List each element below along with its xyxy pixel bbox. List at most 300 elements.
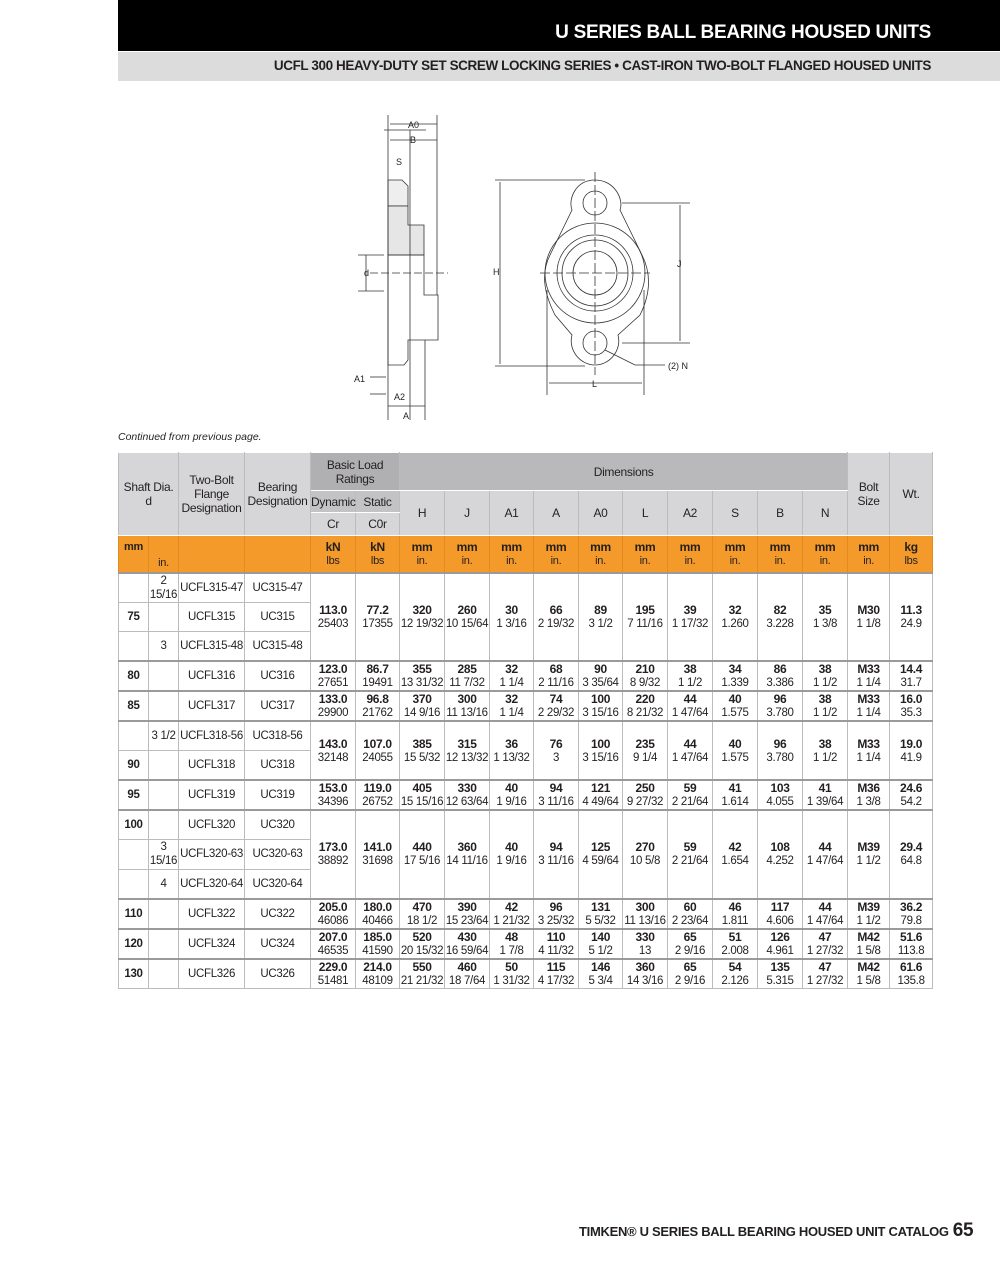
unit-dim [490,536,534,573]
weight [890,959,933,989]
weight-primary: 51.6 [900,929,923,944]
dim-h-primary: 370 [412,692,432,706]
shaft-in [149,780,179,810]
bearing-designation: UC326 [245,959,311,989]
unit-dim [534,536,579,573]
table-row [119,573,933,603]
dim-a2 [668,810,713,899]
dim-s-primary: 40 [728,736,742,751]
dim-s [713,959,758,989]
dim-n-primary: 38 [818,692,832,706]
dim-a1-secondary: 1 31/32 [493,974,530,987]
dim-h [400,810,445,899]
label-a: A [403,411,410,421]
static-rating [356,959,400,989]
bolt-size [848,721,890,780]
dim-b-secondary: 3.386 [766,677,794,689]
flange-designation: UCFL315 [179,602,245,632]
dim-s [713,780,758,810]
label-a2: A2 [394,392,406,402]
unit-blank [245,536,311,573]
side-view-drawing [354,115,448,421]
dim-a [534,721,579,780]
bolt-size [848,780,890,810]
dim-l-primary: 195 [635,602,655,617]
table-row [119,691,933,721]
shaft-mm [119,840,149,870]
header-static: Static [356,491,400,513]
dim-h-primary: 405 [412,781,432,795]
shaft-in: 3 [149,632,179,662]
dim-n-secondary: 1 39/64 [806,796,844,808]
dim-a-secondary: 3 11/16 [538,796,574,808]
dim-j-secondary: 11 13/16 [446,707,488,719]
dim-a [534,661,579,691]
dim-a-secondary: 4 17/32 [537,974,575,987]
page-header-bar [118,0,1000,51]
dynamic-rating [311,929,356,959]
bolt-size [848,691,890,721]
static-rating [356,899,400,929]
dim-l-secondary: 10 5/8 [629,855,661,868]
dim-a2-secondary: 1 17/32 [671,617,709,630]
dim-a0-primary: 90 [594,662,607,676]
dim-a2 [668,661,713,691]
unit-in: in. [595,554,606,567]
label-a0: A0 [408,120,420,130]
dim-a1-primary: 32 [505,662,518,676]
shaft-mm: 130 [119,959,149,989]
dim-j [445,691,490,721]
dynamic-rating-secondary: 38892 [317,855,349,868]
dim-a [534,810,579,899]
bolt-size-primary: M36 [857,781,880,795]
subtitle-bar [118,52,1000,81]
dim-a0-primary: 89 [594,602,607,617]
table-row [119,780,933,810]
page-title: U SERIES BALL BEARING HOUSED UNITS [555,22,931,43]
label-h: H [493,267,500,277]
dim-a0-secondary: 3 35/64 [582,677,619,689]
bolt-size-primary: M39 [857,840,880,855]
dim-a-secondary: 3 25/32 [537,914,575,927]
unit-dim [400,536,445,573]
static-rating [356,661,400,691]
dim-a1 [490,721,534,780]
dim-l [623,661,668,691]
shaft-in [149,899,179,929]
dim-b-secondary: 3.228 [766,617,794,630]
dim-a1-primary: 30 [505,602,518,617]
header-dim-a: A [534,491,579,536]
unit-dim [713,536,758,573]
dynamic-rating-primary: 113.0 [319,602,347,617]
dim-n-secondary: 1 47/64 [806,855,844,868]
dim-a2 [668,691,713,721]
weight [890,661,933,691]
unit-dim [579,536,623,573]
footer-text: TIMKEN® U SERIES BALL BEARING HOUSED UNIT CATALOG [579,1224,949,1239]
dim-a0-secondary: 5 5/32 [585,914,616,927]
dim-a1-primary: 48 [505,929,518,944]
dynamic-rating-primary: 207.0 [318,929,348,944]
dim-l-primary: 220 [635,692,655,706]
dimensions-table [118,452,933,989]
dim-a2-secondary: 1 47/64 [671,751,709,764]
dim-n-secondary: 1 1/2 [813,677,838,689]
dim-a0-secondary: 3 15/16 [582,751,619,764]
dim-a1-secondary: 1 3/16 [496,617,527,630]
dim-b [758,810,803,899]
dim-a-primary: 66 [549,602,563,617]
weight-secondary: 64.8 [900,855,922,868]
dynamic-rating [311,810,356,899]
dim-s-primary: 40 [728,692,742,706]
shaft-in [149,959,179,989]
unit-in: in. [639,554,651,567]
weight-primary: 14.4 [900,662,923,676]
dim-l-primary: 270 [635,840,655,855]
unit-kn: kN [370,539,385,554]
dynamic-rating [311,780,356,810]
dim-a2-secondary: 2 9/16 [674,944,706,957]
dim-a-primary: 74 [549,692,563,706]
bolt-size [848,661,890,691]
dim-h [400,929,445,959]
unit-in: in. [863,554,874,567]
table-row [119,959,933,989]
dim-a [534,780,579,810]
dim-l [623,929,668,959]
static-rating-primary: 107.0 [363,736,392,751]
table-row [119,810,933,840]
dynamic-rating-primary: 123.0 [318,662,348,676]
bearing-designation: UC315-48 [245,632,311,662]
dim-h [400,691,445,721]
bolt-size [848,810,890,899]
static-rating-primary: 185.0 [363,929,392,944]
static-rating-primary: 77.2 [366,602,389,617]
dynamic-rating-primary: 153.0 [318,781,348,795]
unit-in: in. [506,554,517,567]
dim-a2 [668,929,713,959]
dim-a2-primary: 65 [683,959,697,974]
dim-a0-primary: 125 [590,840,611,855]
unit-mm: mm [679,539,701,554]
bolt-size-secondary: 1 3/8 [856,796,881,808]
dim-a2-secondary: 2 9/16 [674,974,706,987]
header-bearing: Bearing Designation [245,453,311,536]
unit-load [311,536,356,573]
bearing-designation: UC318 [245,751,311,781]
weight-secondary: 24.9 [900,617,922,630]
dim-a [534,959,579,989]
weight-secondary: 113.8 [897,944,925,957]
flange-designation: UCFL315-48 [179,632,245,662]
dim-n-secondary: 1 27/32 [806,974,844,987]
unit-mm: mm [119,536,149,573]
dim-j-primary: 360 [457,840,477,855]
bearing-designation: UC315-47 [245,573,311,603]
dynamic-rating-secondary: 34396 [317,796,349,808]
dim-j-primary: 285 [457,662,477,676]
static-rating-secondary: 48109 [362,974,393,987]
bearing-designation: UC318-56 [245,721,311,751]
dim-h-secondary: 12 19/32 [400,617,444,630]
header-dimensions: Dimensions [400,453,848,491]
unit-wt [890,536,933,573]
dim-l-primary: 360 [635,959,655,974]
dim-j-secondary: 11 7/32 [449,677,485,689]
weight [890,899,933,929]
weight-secondary: 54.2 [900,796,922,808]
dim-j-primary: 260 [457,602,477,617]
flange-designation: UCFL317 [179,691,245,721]
dim-a0-primary: 140 [590,929,611,944]
dim-j [445,721,490,780]
unit-mm: mm [545,539,567,554]
static-rating-primary: 96.8 [366,692,389,706]
dynamic-rating-primary: 133.0 [318,692,348,706]
dim-n [803,780,848,810]
unit-mm: mm [858,539,879,554]
dim-a1-secondary: 1 13/32 [493,751,530,764]
dim-l [623,899,668,929]
bolt-size-primary: M42 [857,929,880,944]
shaft-in: 3 15/16 [149,841,178,868]
dim-h-secondary: 18 1/2 [406,914,438,927]
unit-in: in. [774,554,786,567]
flange-designation: UCFL320 [179,810,245,840]
dim-a0-secondary: 4 49/64 [582,796,619,808]
dim-a-secondary: 3 11/16 [538,855,574,868]
dim-b [758,929,803,959]
dim-a1 [490,810,534,899]
static-rating [356,691,400,721]
static-rating-primary: 141.0 [363,840,392,855]
shaft-mm: 90 [119,751,149,781]
dim-h [400,573,445,662]
header-dim-a1: A1 [490,491,534,536]
shaft-mm: 120 [119,929,149,959]
dim-s [713,661,758,691]
flange-designation: UCFL315-47 [179,573,245,603]
unit-dim [803,536,848,573]
dynamic-rating [311,721,356,780]
dim-a2-primary: 44 [683,692,697,706]
dim-l-secondary: 8 9/32 [629,677,661,689]
shaft-in: 2 15/16 [149,574,178,601]
page-subtitle: UCFL 300 HEAVY-DUTY SET SCREW LOCKING SERIES • CAST-IRON TWO-BOLT FLANGED HOUSED UNITS [273,58,931,73]
dim-j-primary: 460 [457,959,477,974]
dynamic-rating-secondary: 32148 [317,751,349,764]
dim-h [400,899,445,929]
dim-h [400,959,445,989]
dim-a2-secondary: 1 47/64 [671,707,709,719]
unit-kn: kN [325,539,341,554]
dim-a1 [490,899,534,929]
flange-designation: UCFL326 [179,959,245,989]
dim-a2-primary: 38 [683,662,697,676]
weight [890,780,933,810]
weight-secondary: 35.3 [900,707,922,719]
static-rating-secondary: 24055 [362,751,393,764]
bolt-size-primary: M42 [857,959,880,974]
static-rating-secondary: 41590 [362,944,393,957]
dim-s-secondary: 1.614 [721,796,749,808]
dim-j-secondary: 14 11/16 [446,855,488,868]
unit-mm: mm [501,539,522,554]
shaft-in [149,929,179,959]
dim-b-primary: 117 [770,899,790,914]
dim-h-primary: 520 [412,929,432,944]
bolt-size-secondary: 1 1/4 [856,751,881,764]
bolt-size-primary: M30 [857,602,880,617]
dim-a2 [668,780,713,810]
dynamic-rating-secondary: 46086 [317,914,349,927]
dim-n-secondary: 1 1/2 [813,751,838,764]
page-footer [579,1220,973,1242]
weight-secondary: 41.9 [900,751,922,764]
dynamic-rating-primary: 229.0 [318,959,348,974]
dim-s-secondary: 2.008 [721,944,749,957]
dim-j-secondary: 12 63/64 [445,796,489,808]
dim-s-secondary: 1.575 [721,751,749,764]
dim-a-primary: 110 [546,929,566,944]
dim-s-primary: 32 [728,602,742,617]
weight-secondary: 135.8 [897,974,925,987]
static-rating [356,721,400,780]
unit-lbs: lbs [370,554,385,567]
dim-a2 [668,573,713,662]
unit-mm: mm [634,539,656,554]
dim-a1 [490,780,534,810]
label-d: d [364,268,370,278]
dim-n-primary: 44 [818,840,832,855]
dim-a0-secondary: 4 59/64 [582,855,619,868]
flange-designation: UCFL319 [179,780,245,810]
dim-a1-secondary: 1 9/16 [496,855,527,868]
dim-a0-secondary: 5 3/4 [588,974,613,987]
dim-b-secondary: 5.315 [766,974,794,987]
weight-secondary: 79.8 [900,914,922,927]
shaft-mm [119,573,149,603]
dim-b-primary: 126 [770,929,790,944]
bolt-size-primary: M33 [857,736,880,751]
weight [890,691,933,721]
unit-mm: mm [814,539,836,554]
shaft-mm: 95 [119,780,149,810]
dim-a-primary: 76 [549,736,563,751]
static-rating-secondary: 31698 [362,855,393,868]
label-a1: A1 [354,374,366,384]
dim-h-primary: 470 [412,899,432,914]
dim-h-secondary: 21 21/32 [400,974,444,987]
dim-n [803,899,848,929]
bolt-size-primary: M39 [857,899,880,914]
dim-j-primary: 300 [457,692,477,706]
dim-a1-secondary: 1 21/32 [493,914,530,927]
continued-note: Continued from previous page. [118,431,262,443]
dim-a0-primary: 131 [590,899,611,914]
dim-a1-secondary: 1 1/4 [499,707,524,719]
shaft-mm [119,869,149,899]
bolt-size-secondary: 1 5/8 [856,974,881,987]
dim-a1-primary: 42 [505,899,518,914]
shaft-in [149,751,179,781]
unit-in: in. [550,554,562,567]
bolt-size [848,929,890,959]
flange-designation: UCFL322 [179,899,245,929]
unit-lbs: lbs [904,554,918,567]
dim-j-secondary: 15 23/64 [445,914,489,927]
shaft-mm: 110 [119,899,149,929]
label-b: B [410,135,417,145]
static-rating-secondary: 40466 [362,914,393,927]
dim-b [758,661,803,691]
dim-j [445,810,490,899]
dim-j-secondary: 10 15/64 [445,617,489,630]
dim-s-secondary: 1.575 [721,707,749,719]
unit-lbs: lbs [326,554,340,567]
dim-a-primary: 94 [549,840,563,855]
dim-a [534,929,579,959]
dim-a-secondary: 2 29/32 [537,707,575,719]
dim-n-primary: 44 [818,899,832,914]
weight-primary: 19.0 [900,736,923,751]
dim-b [758,780,803,810]
dim-l [623,959,668,989]
dim-h-secondary: 15 5/32 [403,751,441,764]
dim-l [623,721,668,780]
static-rating-primary: 86.7 [366,662,389,676]
dim-s-primary: 46 [728,899,742,914]
static-rating [356,929,400,959]
dim-a1 [490,661,534,691]
dim-s [713,573,758,662]
bolt-size-primary: M33 [857,692,880,706]
unit-mm: mm [724,539,746,554]
dim-h [400,721,445,780]
dim-b [758,959,803,989]
dim-a0 [579,721,623,780]
dim-b [758,721,803,780]
dim-l-secondary: 14 3/16 [626,974,664,987]
bolt-size-secondary: 1 1/4 [856,677,881,689]
dim-h-primary: 385 [412,736,432,751]
bearing-unit-diagram [340,110,720,430]
dynamic-rating-secondary: 29900 [317,707,349,719]
header-dim-n: N [803,491,848,536]
dim-h-secondary: 13 31/32 [400,677,444,689]
shaft-in [149,810,179,840]
unit-dim [445,536,490,573]
bolt-size-secondary: 1 5/8 [856,944,881,957]
dim-n-secondary: 1 47/64 [806,914,844,927]
dim-a1-secondary: 1 9/16 [496,796,527,808]
dim-h-primary: 355 [412,662,432,676]
dim-j-secondary: 18 7/64 [448,974,486,987]
header-shaft: Shaft Dia. d [119,453,179,536]
dim-n-primary: 47 [818,929,832,944]
flange-designation: UCFL318 [179,751,245,781]
bolt-size [848,573,890,662]
bearing-designation: UC324 [245,929,311,959]
header-c0r: C0r [356,513,400,536]
dim-a-secondary: 2 19/32 [537,617,575,630]
label-j: J [677,259,682,269]
dim-n-primary: 41 [818,781,832,795]
